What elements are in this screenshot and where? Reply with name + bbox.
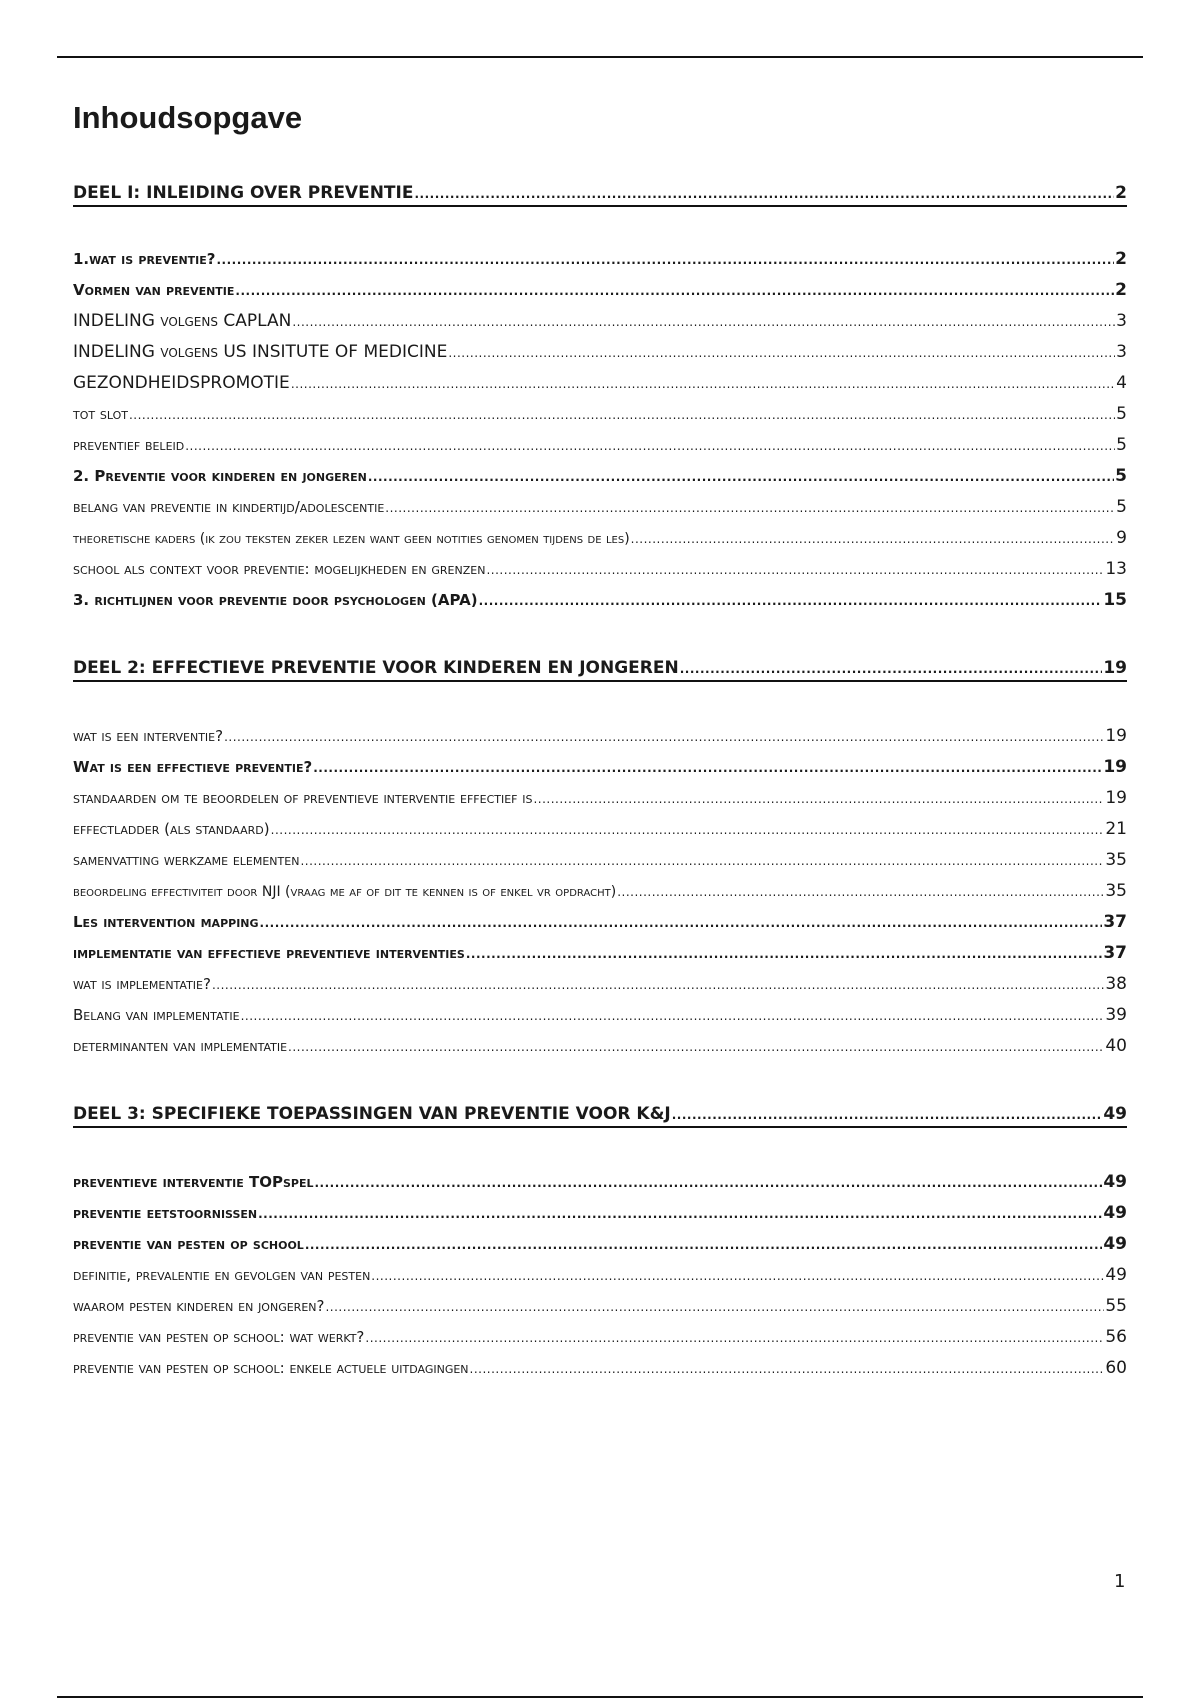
toc-entry-label: DEEL 2: EFFECTIEVE PREVENTIE VOOR KINDEREN EN JONGEREN <box>73 658 679 678</box>
toc-entry[interactable] <box>73 1036 1127 1056</box>
toc-entry-label: 2. Preventie voor kinderen en jongeren <box>73 467 367 485</box>
dot-leader <box>305 1238 1103 1252</box>
toc-entry[interactable] <box>73 373 1127 393</box>
toc-entry-label: 1.wat is preventie? <box>73 250 216 268</box>
toc-entry[interactable] <box>73 249 1127 269</box>
toc-entry[interactable] <box>73 404 1127 424</box>
toc-entry-page: 15 <box>1103 590 1127 610</box>
toc-entry-page: 13 <box>1105 559 1127 579</box>
dot-leader <box>371 1269 1104 1283</box>
toc-entry[interactable] <box>73 726 1127 746</box>
toc-entry[interactable] <box>73 342 1127 362</box>
toc-entry-page: 35 <box>1105 881 1127 901</box>
toc-entry-page: 37 <box>1103 912 1127 932</box>
toc-entry-page: 19 <box>1105 788 1127 808</box>
toc-entry-label: theoretische kaders (ik zou teksten zeker lezen want geen notities genomen tijdens de les) <box>73 531 630 547</box>
dot-leader <box>258 1207 1102 1221</box>
dot-leader <box>292 315 1115 329</box>
header-rule <box>57 56 1143 58</box>
toc-entry-page: 49 <box>1103 1172 1127 1192</box>
toc-entry-page: 19 <box>1103 658 1127 678</box>
toc-entry-label: determinanten van implementatie <box>73 1037 288 1055</box>
toc-entry-deel-3[interactable] <box>73 1104 1127 1128</box>
toc-entry-label: beoordeling effectiviteit door NJI (vraag me af of dit te kennen is of enkel vr opdracht) <box>73 884 617 900</box>
toc-entry-label: preventief beleid <box>73 436 185 454</box>
toc-entry-label: preventie van pesten op school: wat werkt? <box>73 1328 365 1346</box>
toc-entry-page: 5 <box>1115 466 1127 486</box>
footer-rule <box>57 1696 1143 1698</box>
toc-entry-page: 55 <box>1105 1296 1127 1316</box>
dot-leader <box>672 1108 1103 1122</box>
toc-entry-label: Wat is een effectieve preventie? <box>73 758 313 776</box>
dot-leader <box>414 187 1114 201</box>
toc-entry-deel-1[interactable] <box>73 183 1127 207</box>
toc-entry-page: 40 <box>1105 1036 1127 1056</box>
toc-entry[interactable] <box>73 819 1127 839</box>
toc-entry-page: 49 <box>1105 1265 1127 1285</box>
dot-leader <box>217 253 1115 267</box>
toc-entry-label: preventie eetstoornissen <box>73 1204 258 1222</box>
toc-entry-page: 4 <box>1116 373 1127 393</box>
toc-entry-label: Belang van implementatie <box>73 1006 240 1024</box>
toc-entry-label: preventie van pesten op school: enkele actuele uitdagingen <box>73 1359 469 1377</box>
dot-leader <box>271 823 1105 837</box>
toc-entry[interactable] <box>73 280 1127 300</box>
toc-entry-label: preventie van pesten op school <box>73 1235 304 1253</box>
dot-leader <box>241 1009 1105 1023</box>
toc-entry-label: wat is implementatie? <box>73 975 211 993</box>
toc-entry-label: belang van preventie in kindertijd/adolescentie <box>73 498 385 516</box>
toc-entry[interactable] <box>73 850 1127 870</box>
toc-entry-label: tot slot <box>73 405 128 423</box>
toc-entry-page: 49 <box>1103 1234 1127 1254</box>
toc-entry-label: DEEL I: INLEIDING OVER PREVENTIE <box>73 183 414 203</box>
toc-entry[interactable] <box>73 757 1127 777</box>
toc-entry-page: 37 <box>1103 943 1127 963</box>
dot-leader <box>365 1331 1104 1345</box>
toc-entry[interactable] <box>73 1358 1127 1378</box>
toc-entry-page: 3 <box>1116 342 1127 362</box>
toc-entry[interactable] <box>73 528 1127 548</box>
toc-entry-page: 3 <box>1116 311 1127 331</box>
toc-entry[interactable] <box>73 974 1127 994</box>
dot-leader <box>235 284 1114 298</box>
toc-entry[interactable] <box>73 1005 1127 1025</box>
dot-leader <box>300 854 1104 868</box>
toc-entry-label: wat is een interventie? <box>73 727 224 745</box>
dot-leader <box>486 563 1104 577</box>
toc-entry-label: 3. richtlijnen voor preventie door psychologen (APA) <box>73 591 478 609</box>
toc-entry-page: 21 <box>1105 819 1127 839</box>
dot-leader <box>291 377 1115 391</box>
dot-leader <box>185 439 1115 453</box>
toc-entry-page: 2 <box>1115 183 1127 203</box>
toc-entry-label: standaarden om te beoordelen of preventieve interventie effectief is <box>73 789 533 807</box>
toc-entry-label: implementatie van effectieve preventieve interventies <box>73 944 465 962</box>
dot-leader <box>466 947 1103 961</box>
dot-leader <box>129 408 1115 422</box>
toc-entry-page: 5 <box>1116 497 1127 517</box>
toc-entry-page: 56 <box>1105 1327 1127 1347</box>
dot-leader <box>315 1176 1103 1190</box>
dot-leader <box>631 532 1116 546</box>
toc-entry-label: Vormen van preventie <box>73 281 235 299</box>
toc-entry[interactable] <box>73 943 1127 963</box>
toc-entry[interactable] <box>73 881 1127 901</box>
dot-leader <box>385 501 1115 515</box>
toc-entry-label: waarom pesten kinderen en jongeren? <box>73 1297 325 1315</box>
toc-entry-label: school als context voor preventie: mogelijkheden en grenzen <box>73 560 486 578</box>
toc-entry-label: preventieve interventie TOPspel <box>73 1173 314 1191</box>
dot-leader <box>448 346 1115 360</box>
toc-entry-label: Les intervention mapping <box>73 913 259 931</box>
toc-entry-page: 2 <box>1115 280 1127 300</box>
toc-entry[interactable] <box>73 559 1127 579</box>
toc-entry-label: samenvatting werkzame elementen <box>73 851 300 869</box>
dot-leader <box>680 662 1103 676</box>
toc-entry[interactable] <box>73 466 1127 486</box>
toc-entry-label: INDELING volgens US INSITUTE OF MEDICINE <box>73 342 448 362</box>
dot-leader <box>533 792 1104 806</box>
toc-entry-page: 5 <box>1116 435 1127 455</box>
toc-entry[interactable] <box>73 435 1127 455</box>
toc-entry-label: GEZONDHEIDSPROMOTIE <box>73 373 290 393</box>
toc-entry-page: 5 <box>1116 404 1127 424</box>
toc-entry[interactable] <box>73 311 1127 331</box>
toc-entry[interactable] <box>73 1234 1127 1254</box>
dot-leader <box>288 1040 1104 1054</box>
toc-entry-page: 60 <box>1105 1358 1127 1378</box>
toc-entry-page: 35 <box>1105 850 1127 870</box>
toc-entry-label: definitie, prevalentie en gevolgen van pesten <box>73 1266 371 1284</box>
dot-leader <box>368 470 1114 484</box>
toc-entry-page: 9 <box>1116 528 1127 548</box>
page-title: Inhoudsopgave <box>73 100 303 135</box>
toc-entry-page: 49 <box>1103 1104 1127 1124</box>
dot-leader <box>479 594 1103 608</box>
dot-leader <box>617 885 1104 899</box>
dot-leader <box>212 978 1104 992</box>
dot-leader <box>470 1362 1105 1376</box>
toc-entry-page: 38 <box>1105 974 1127 994</box>
toc-entry[interactable] <box>73 1265 1127 1285</box>
toc-entry[interactable] <box>73 1203 1127 1223</box>
dot-leader <box>224 730 1104 744</box>
toc-entry[interactable] <box>73 1172 1127 1192</box>
dot-leader <box>313 761 1102 775</box>
toc-entry[interactable] <box>73 590 1127 610</box>
toc-entry[interactable] <box>73 912 1127 932</box>
page-number: 1 <box>1114 1571 1126 1592</box>
toc-entry-page: 49 <box>1103 1203 1127 1223</box>
dot-leader <box>325 1300 1104 1314</box>
dot-leader <box>260 916 1103 930</box>
toc-entry-page: 19 <box>1105 726 1127 746</box>
toc-entry[interactable] <box>73 788 1127 808</box>
toc-entry-page: 39 <box>1105 1005 1127 1025</box>
toc-entry-label: effectladder (als standaard) <box>73 820 270 838</box>
toc-entry-label: INDELING volgens CAPLAN <box>73 311 292 331</box>
toc-entry[interactable] <box>73 497 1127 517</box>
toc-entry[interactable] <box>73 1296 1127 1316</box>
toc-entry-deel-2[interactable] <box>73 658 1127 682</box>
toc-entry-page: 2 <box>1115 249 1127 269</box>
toc-entry[interactable] <box>73 1327 1127 1347</box>
toc-entry-page: 19 <box>1103 757 1127 777</box>
toc-entry-label: DEEL 3: SPECIFIEKE TOEPASSINGEN VAN PREVENTIE VOOR K&J <box>73 1104 671 1124</box>
